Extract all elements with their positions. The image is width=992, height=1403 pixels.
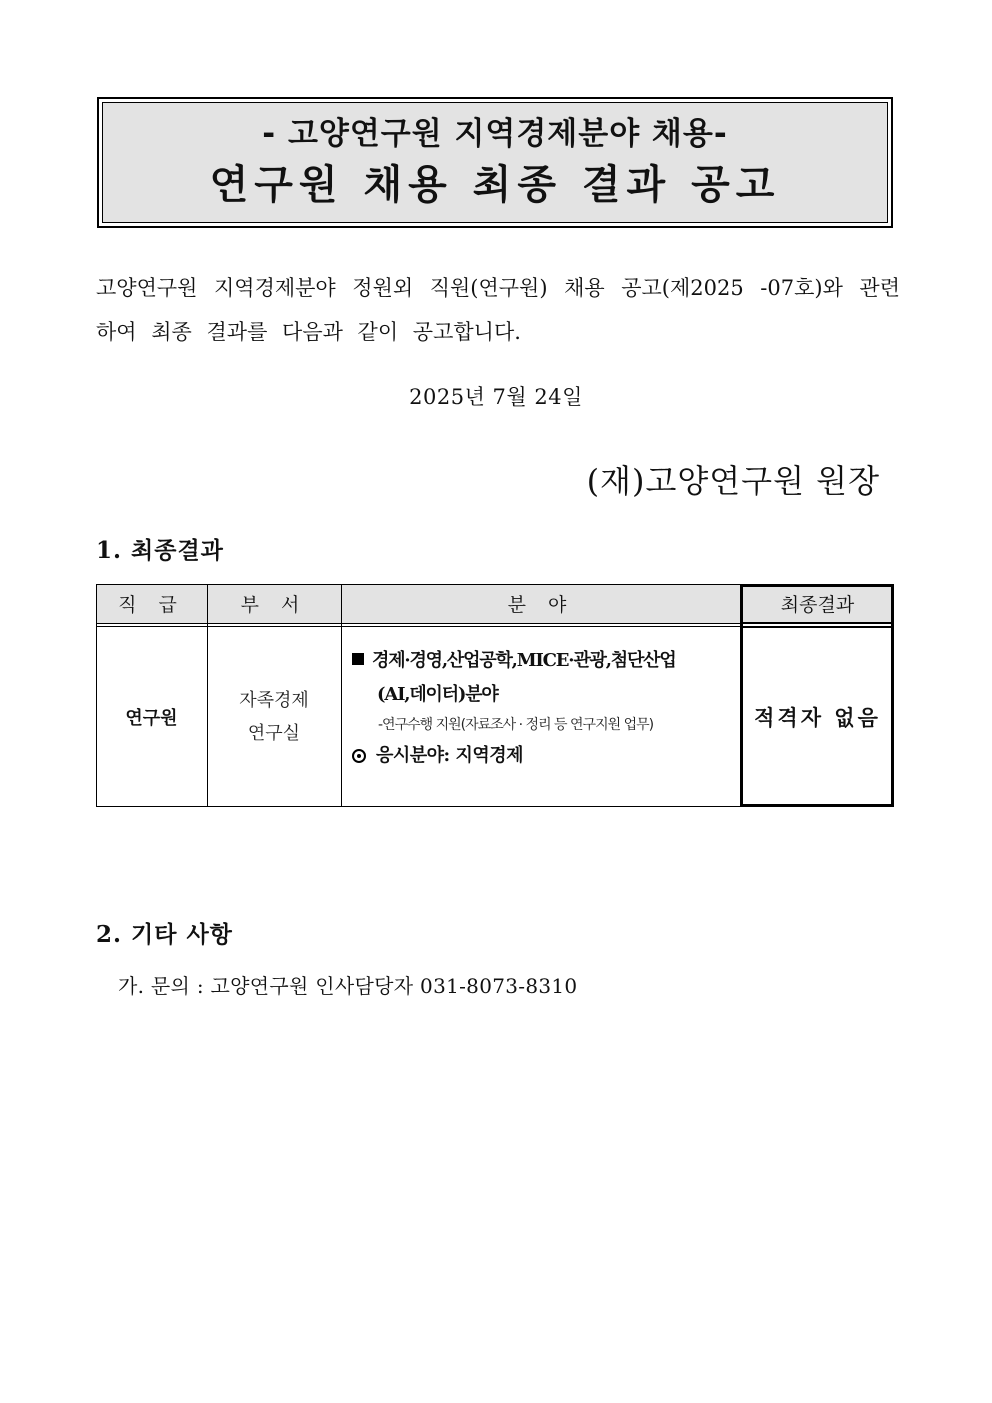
table-header-rank bbox=[96, 584, 207, 623]
table-border-left bbox=[96, 584, 97, 807]
result-col-header-divider-1 bbox=[740, 622, 894, 624]
field-sub: -연구수행 지원(자료조사 · 정리 등 연구지원 업무) bbox=[378, 717, 654, 733]
cell-dept-line2: 연구실 bbox=[247, 722, 301, 744]
field-bullet1 bbox=[352, 644, 742, 678]
title-subtitle: - 고양연구원 지역경제분야 채용- bbox=[262, 115, 728, 152]
result-col-header-divider-2 bbox=[740, 626, 894, 628]
cell-result-text: 적격자 없음 bbox=[754, 704, 881, 730]
signer: (재)고양연구원 원장 bbox=[586, 462, 880, 500]
cell-result bbox=[741, 626, 894, 807]
result-col-border-left bbox=[740, 584, 743, 807]
title-box bbox=[97, 97, 893, 228]
field-bullet2-text: 응시분야: 지역경제 bbox=[376, 745, 524, 766]
cell-field bbox=[352, 644, 742, 774]
page-title: 연구원 채용 최종 결과 공고 bbox=[209, 161, 781, 208]
square-bullet-icon bbox=[352, 653, 364, 665]
section1-heading: 1. 최종결과 bbox=[96, 537, 224, 564]
title-inner bbox=[102, 102, 888, 223]
circle-bullet-icon bbox=[352, 749, 366, 763]
table-col-divider-1 bbox=[207, 584, 208, 807]
table-header-rank-label: 직 급 bbox=[118, 594, 185, 616]
table-header-result-label: 최종결과 bbox=[780, 594, 855, 616]
result-col-border-bottom bbox=[740, 804, 894, 807]
table-header-field bbox=[341, 584, 741, 623]
cell-rank bbox=[96, 626, 207, 807]
intro-paragraph: 고양연구원 지역경제분야 정원외 직원(연구원) 채용 공고(제2025 -07호)와 관련하여 최종 결과를 다음과 같이 공고합니다. bbox=[96, 276, 900, 344]
field-bullet1-cont: (AI,데이터)분야 bbox=[377, 684, 498, 705]
field-bullet1-text: 경제·경영,산업공학,MICE·관광,첨단산업 bbox=[372, 650, 676, 671]
result-col-border-top bbox=[740, 584, 894, 587]
cell-rank-text: 연구원 bbox=[125, 707, 178, 729]
result-col-border-right bbox=[891, 584, 894, 807]
field-bullet2 bbox=[352, 738, 742, 774]
result-table bbox=[96, 584, 894, 807]
contact-info: 가. 문의 : 고양연구원 인사담당자 031-8073-8310 bbox=[118, 974, 578, 998]
table-header-dept-label: 부 서 bbox=[240, 594, 308, 616]
table-col-divider-2 bbox=[341, 584, 342, 807]
notice-date: 2025년 7월 24일 bbox=[409, 385, 583, 409]
table-header-field-label: 분 야 bbox=[507, 594, 575, 616]
cell-dept-line1: 자족경제 bbox=[239, 689, 309, 711]
cell-dept bbox=[207, 626, 341, 807]
table-header-dept bbox=[207, 584, 341, 623]
table-header-result bbox=[741, 584, 894, 623]
section2-heading: 2. 기타 사항 bbox=[96, 921, 233, 948]
